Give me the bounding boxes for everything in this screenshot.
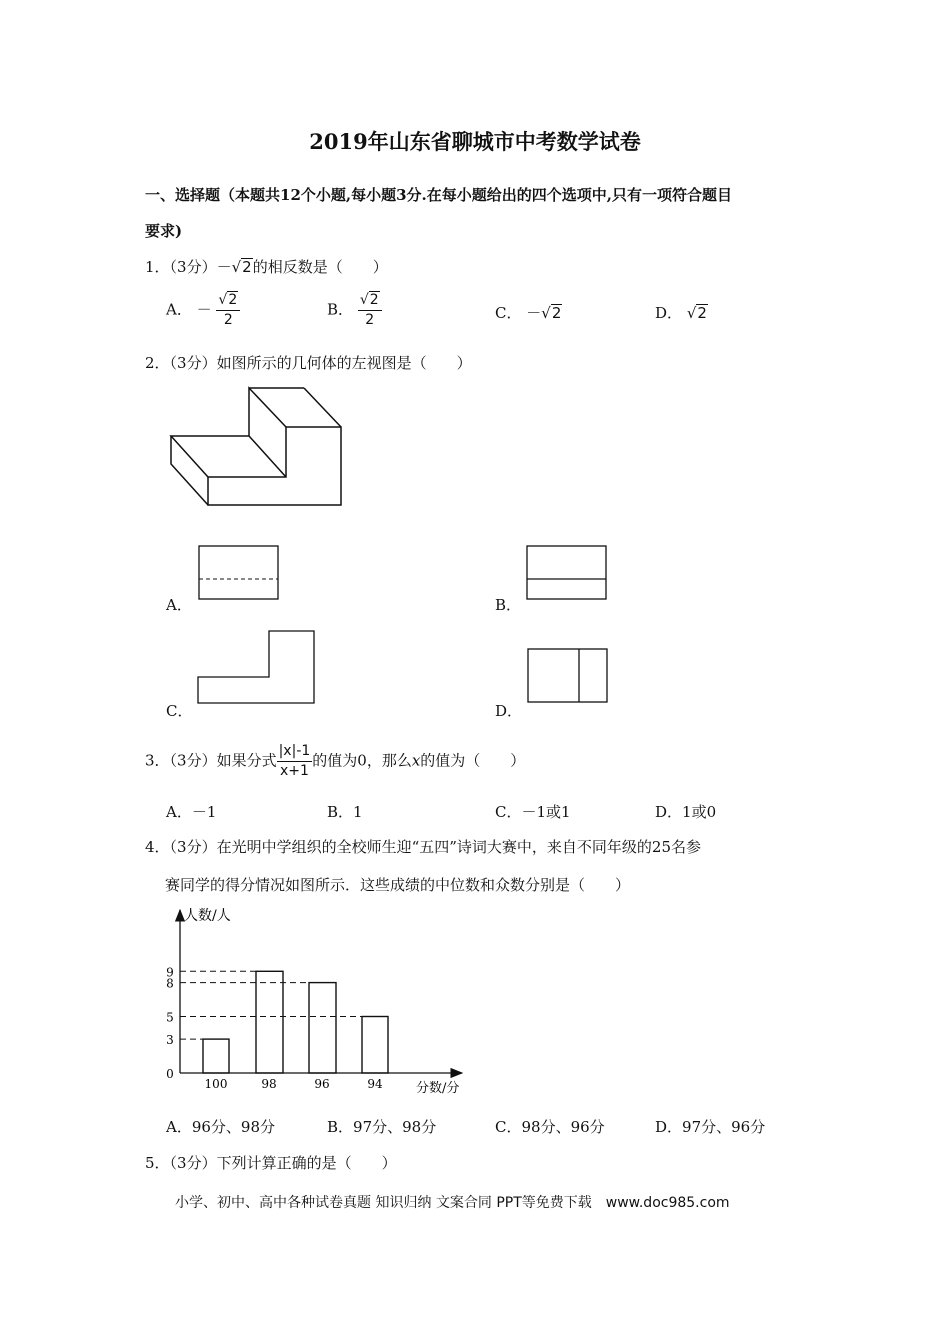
question-4-line2: 赛同学的得分情况如图所示．这些成绩的中位数和众数分别是（ ） [165, 876, 631, 894]
y-tick-label: 5 [166, 1010, 174, 1025]
q1-option-b[interactable] [327, 291, 382, 330]
bar-98 [256, 971, 283, 1073]
q1-option-c[interactable]: C． －√2 [495, 304, 562, 322]
page-footer: 小学、初中、高中各种试卷真题 知识归纳 文案合同 PPT等免费下载 www.doc985.com [175, 1195, 730, 1211]
q1-suffix: 的相反数是（ ） [252, 258, 388, 276]
bar-96 [309, 983, 336, 1073]
q2-option-a-figure[interactable] [198, 545, 280, 601]
section-heading-line1: 一、选择题（本题共12个小题,每小题3分.在每小题给出的四个选项中,只有一项符合题目 [145, 186, 732, 204]
option-radicand: 2 [697, 304, 707, 322]
q2-option-a-label[interactable]: A． [166, 596, 192, 614]
x-axis-label: 分数/分 [416, 1081, 460, 1096]
fraction: $\frac{√2}{2}$ [358, 291, 382, 330]
q2-option-d-label[interactable]: D． [495, 702, 523, 720]
x-tick-label: 98 [261, 1077, 277, 1091]
option-sign: － [196, 300, 212, 319]
bar-94 [362, 1017, 388, 1074]
q1-option-a[interactable] [166, 291, 240, 330]
q1-prefix: 1．（3分）－ [145, 258, 232, 276]
option-label: A． [166, 300, 192, 319]
x-tick-label: 94 [367, 1077, 383, 1091]
option-label: D． [655, 304, 683, 322]
x-tick-label: 96 [314, 1077, 330, 1091]
q3-variable: x [411, 751, 421, 770]
fraction: $\frac{√2}{2}$ [216, 291, 240, 330]
section-heading-line2: 要求) [145, 222, 183, 240]
q3-fraction: $\frac{|x|-1}{x+1}$ [278, 743, 311, 779]
option-radicand: 2 [551, 304, 562, 322]
q4-option-b[interactable]: B．97分、98分 [327, 1118, 437, 1136]
question-4-line1: 4．（3分）在光明中学组织的全校师生迎“五四”诗词大赛中，来自不同年级的25名参 [145, 838, 702, 856]
question-5: 5．（3分）下列计算正确的是（ ） [145, 1154, 397, 1172]
q2-option-c-label[interactable]: C． [166, 702, 193, 720]
q3-option-b[interactable]: B．1 [327, 803, 363, 821]
q3-prefix: 3．（3分）如果分式 [145, 751, 277, 770]
q3-suffix-b: 的值为（ ） [420, 751, 526, 770]
score-bar-chart [160, 900, 480, 1100]
y-tick-label: 9 [166, 965, 174, 980]
q3-option-c[interactable]: C．－1或1 [495, 803, 571, 821]
y-tick-label: 0 [166, 1067, 174, 1081]
question-3 [145, 742, 525, 781]
option-sign: － [526, 304, 542, 322]
page-title: 2019年山东省聊城市中考数学试卷 [309, 129, 641, 154]
sqrt-sign: √ [231, 258, 242, 276]
y-tick-label: 3 [166, 1033, 174, 1048]
q1-radicand: 2 [242, 258, 252, 276]
question-2: 2．（3分）如图所示的几何体的左视图是（ ） [145, 354, 472, 372]
q2-option-d-figure[interactable] [527, 648, 609, 704]
q2-option-b-label[interactable]: B． [495, 596, 522, 614]
q4-option-c[interactable]: C．98分、96分 [495, 1118, 605, 1136]
q3-option-a[interactable]: A．－1 [166, 803, 217, 821]
q1-option-d[interactable]: D． √2 [655, 304, 707, 322]
q2-option-b-figure[interactable] [526, 545, 608, 601]
y-tick-label: 8 [166, 976, 174, 991]
option-label: C． [495, 304, 522, 322]
q3-option-d[interactable]: D．1或0 [655, 803, 717, 821]
geometry-solid-figure [160, 380, 360, 520]
x-tick-label: 100 [204, 1077, 228, 1091]
bar-100 [203, 1039, 229, 1073]
q3-suffix-a: 的值为0，那么 [312, 751, 412, 770]
q2-option-c-figure[interactable] [197, 630, 317, 705]
option-label: B． [327, 300, 354, 319]
q4-option-d[interactable]: D．97分、96分 [655, 1118, 766, 1136]
q4-option-a[interactable]: A．96分、98分 [166, 1118, 276, 1136]
y-axis-label: 人数/人 [184, 908, 231, 924]
question-1 [145, 256, 388, 277]
